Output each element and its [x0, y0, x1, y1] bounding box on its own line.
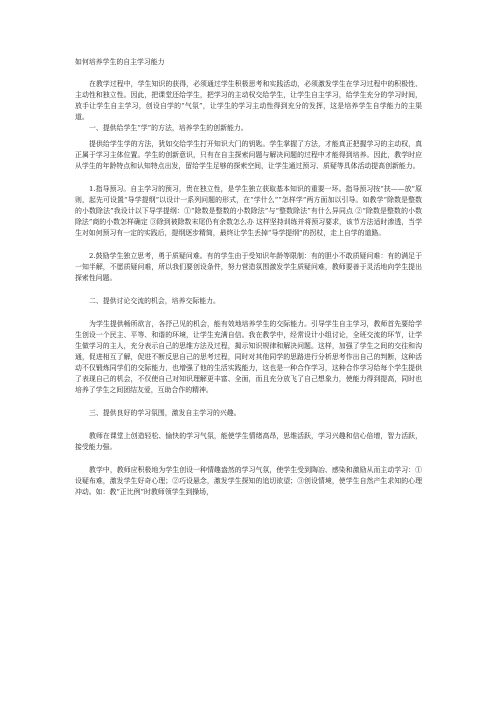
intro-paragraph: 在教学过程中，学生知识的获得，必须通过学生积极思考和实践活动，必须激发学生在学习过程中的积极性、主动性和独立性。因此，把课堂还给学生，把学习的主动权交给学生，让学生自主学习，给学生充分的学习时间，放手让学生自主学习，创设自学的“气氛”，让学生的学习主动性得到充分的发挥，这是培养学生自学能力的主渠道。	[75, 80, 422, 121]
section2-paragraph-1: 为学生提供畅所欲言，各抒己见的机会，能有效地培养学生的交际能力。引导学生自主学习，教师首先要给学生创设一个民主、平等、和谐的环境，让学生充满自信。我在教学中，经常设计小组讨论，全班交流的环节，让学生做学习的主人，充分表示自己的思维方法及过程，揭示知识规律和解决问题。这样，加强了学生之间的交往和沟通，促进相互了解，促进不断反思自己的思考过程，同时对其他同学的思路进行分析思考作出自己的判断，这种活动不仅锻炼同学们的交际能力，也增强了他的生活实践能力，这也是一种合作学习，这种合作学习给每个学生提供了表现自己的机会，不仅使自己对知识理解更丰富、全面，而且充分放飞了自己想象力，使能力得到提高，同时也培养了学生之间团结友爱，互助合作的精神。	[75, 320, 422, 394]
section1-paragraph-1: 提供给学生学的方法，犹如交给学生打开知识大门的钥匙。学生掌握了方法，才能真正把握学习的主动权，真正属于学习主体位置。学生的创新意识，只有在自主探索问题与解决问题的过程中才能得到培养。因此，教学时应从学生的年龄特点和认知特点出发，留给学生足够的探索空间，让学生通过预习、质疑等具体活动提高创新能力。	[75, 140, 422, 170]
section3-paragraph-2: 教学中，教师应积极地为学生创设一种情趣盎然的学习气氛，使学生受到陶冶、感染和激励从而主动学习：①设疑布难，激发学生好奇心理；②巧设悬念，激发学生探知的追切欲望；③创设情境，使学生自然产生求知的心理冲动。如：教“正比例”时教师领学生到操场，	[75, 466, 422, 496]
section1-heading: 一、提供给学生“学”的方法，培养学生的创新能力。	[89, 124, 248, 132]
section1-paragraph-2: 1.指导预习。自主学习的预习，贵在独立性，是学生独立获取基本知识的重要一环。指导预习按“扶——放”原则，起先可设置“导学提纲”以设计一系列问题的形式，在“学什么”“怎样学”两方面加以引导。如教学“除数是整数的小数除法”我设计以下导学提纲：①“除数是整数的小数除法”与“整数除法”有什么异同点 ②“除数是整数的小数除法”商的小数怎样确定 ③除到被除数末尾仍有余数怎么办 这样坚持训练并将预习要求，该节方法适时渗透，当学生对如何预习有一定的实践后，提纲逐步精简，最终让学生丢掉“导学提纲”的拐杖，走上自学的道路。	[75, 185, 422, 237]
section2-heading: 二、提供讨论交流的机会，培养交际能力。	[89, 297, 220, 305]
section3-paragraph-1: 教师在课堂上创造轻松、愉快的学习气氛，能使学生情绪高昂，思维活跃，学习兴趣和信心倍增，智力活跃，接受能力强。	[75, 432, 422, 451]
section1-paragraph-3: 2.鼓励学生独立思考，勇于质疑问难。有的学生由于受知识年龄等限制：有的胆小不敢质疑问难：有的满足于一知半解，不愿质疑问难，所以我们要创设条件，努力营造氛围激发学生质疑问难，教师要善于灵活地向学生提出探索性问题。	[75, 252, 422, 282]
document-title: 如何培养学生的自主学习能力	[75, 58, 165, 66]
document-page	[75, 58, 422, 498]
section3-heading: 三、提供良好的学习氛围，激发自主学习的兴趣。	[89, 409, 241, 417]
